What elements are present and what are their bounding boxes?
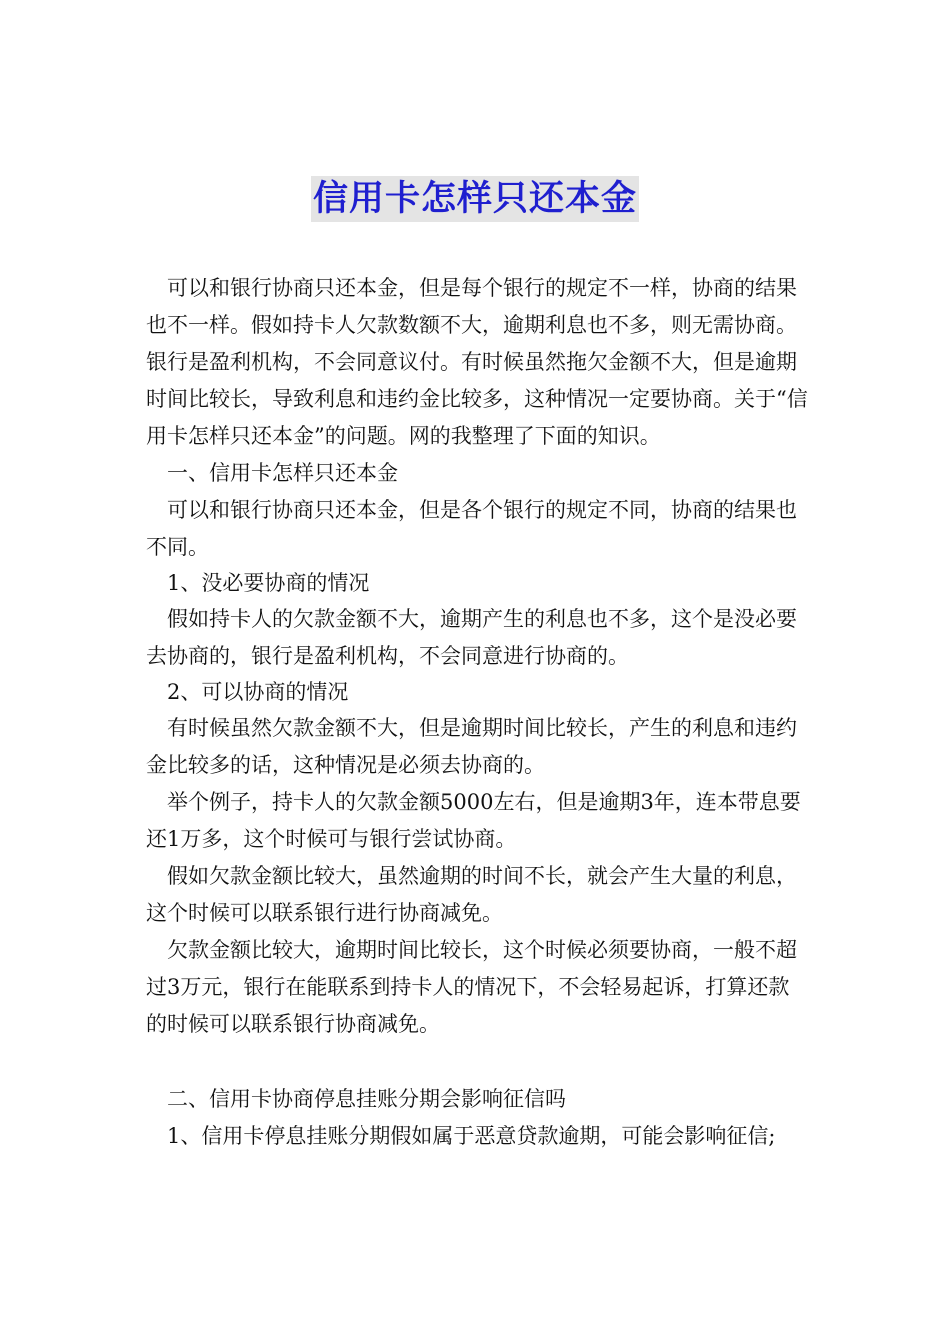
paragraph: 可以和银行协商只还本金，但是各个银行的规定不同，协商的结果也不同。: [146, 498, 797, 559]
paragraph-intro: 可以和银行协商只还本金，但是每个银行的规定不一样，协商的结果也不一样。假如持卡人欠款数额不大，逾期利息也不多，则无需协商。银行是盈利机构，不会同意议付。有时候虽然拖欠金额不大，但是逾期时间比较长，导致利息和违约金比较多，这种情况一定要协商。关于“信用卡怎样只还本金”的问题。网的我整理了下面的知识。: [146, 276, 808, 448]
blank-line: [146, 1043, 810, 1081]
section-heading-2: 二、信用卡协商停息挂账分期会影响征信吗: [167, 1087, 566, 1111]
subheading: 1、没必要协商的情况: [167, 571, 370, 595]
paragraph: 假如持卡人的欠款金额不大，逾期产生的利息也不多，这个是没必要去协商的，银行是盈利机构，不会同意进行协商的。: [146, 607, 797, 668]
subheading: 2、可以协商的情况: [167, 680, 349, 704]
paragraph: 1、信用卡停息挂账分期假如属于恶意贷款逾期，可能会影响征信;: [167, 1124, 776, 1148]
title-container: [0, 176, 950, 222]
document-title: 信用卡怎样只还本金: [311, 176, 639, 222]
paragraph: 举个例子，持卡人的欠款金额5000左右，但是逾期3年，连本带息要还1万多，这个时候可与银行尝试协商。: [146, 790, 801, 851]
paragraph: 有时候虽然欠款金额不大，但是逾期时间比较长，产生的利息和违约金比较多的话，这种情况是必须去协商的。: [146, 716, 797, 777]
paragraph: 假如欠款金额比较大，虽然逾期的时间不长，就会产生大量的利息，这个时候可以联系银行进行协商减免。: [146, 864, 797, 925]
document-body: [146, 270, 810, 1155]
paragraph: 欠款金额比较大，逾期时间比较长，这个时候必须要协商，一般不超过3万元，银行在能联系到持卡人的情况下，不会轻易起诉，打算还款的时候可以联系银行协商减免。: [146, 938, 797, 1036]
section-heading-1: 一、信用卡怎样只还本金: [167, 461, 398, 485]
